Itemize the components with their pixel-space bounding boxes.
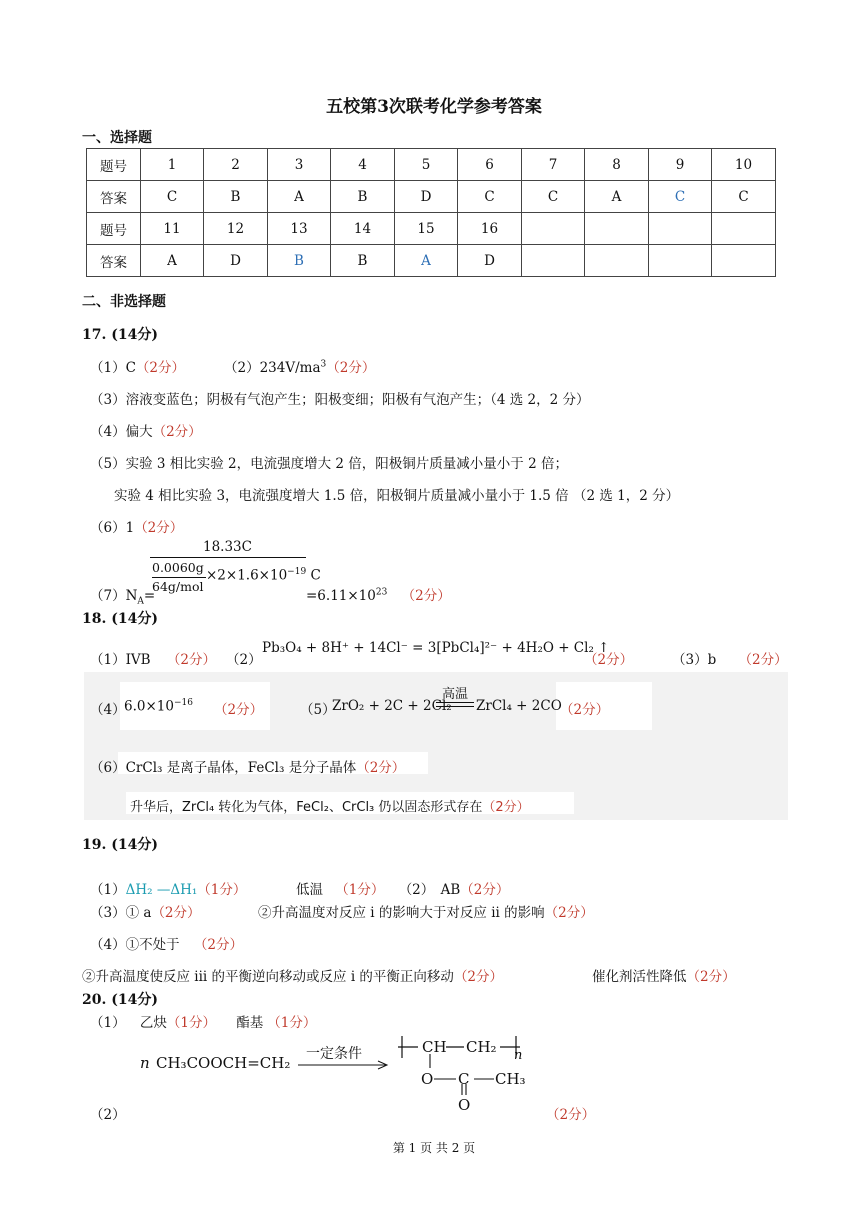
superscript: 3 [320, 359, 327, 370]
polymer-c: C [458, 1070, 470, 1088]
q17-line7 [90, 584, 155, 607]
score-label: （2分） [482, 800, 530, 815]
table-cell: 4 [331, 149, 395, 181]
score-label: （2分） [686, 969, 736, 985]
superscript: −19 [287, 567, 307, 577]
q19-line3b [258, 901, 594, 921]
answer-label: （1） [90, 882, 126, 898]
table-cell [649, 213, 712, 245]
q18-answer-4 [124, 698, 193, 715]
inner-denominator: 64g/mol [152, 579, 204, 594]
score-label: （1分） [335, 882, 385, 898]
fraction-bar [150, 557, 306, 558]
table-cell: 答案 [87, 245, 141, 277]
polymer-o2: O [458, 1096, 471, 1114]
reactant-coefficient: n [140, 1054, 150, 1072]
q19-line3 [90, 901, 201, 921]
table-cell: B [331, 245, 395, 277]
result-text: =6.11×10 [306, 588, 376, 604]
reaction-condition: 一定条件 [306, 1046, 362, 1062]
table-cell: 8 [585, 149, 649, 181]
unit-text: C [306, 567, 321, 584]
q17-answer-1: （1）C [90, 360, 136, 376]
q19-line4 [90, 933, 243, 953]
score-label: （1分） [197, 882, 247, 898]
q18-label-4: （4） [90, 702, 126, 718]
table-cell: A [585, 181, 649, 213]
table-cell [585, 213, 649, 245]
q17-answer-3: （3）溶液变蓝色；阴极有气泡产生；阳极变细；阳极有气泡产生；（4 选 2，2 分） [90, 392, 590, 408]
q17-line6 [90, 516, 183, 536]
score-label: （2分） [356, 760, 406, 776]
table-cell: 题号 [87, 149, 141, 181]
inner-fraction-bar [152, 577, 206, 578]
q20-label-2: （2） [90, 1107, 126, 1123]
table-row [87, 213, 776, 245]
answer-text: 催化剂活性降低 [592, 969, 687, 985]
polymer-ch2: CH₂ [466, 1038, 497, 1056]
answer-text: AB [440, 882, 461, 898]
answer-text: （3）① a [90, 905, 152, 921]
polymer-ch: CH [422, 1038, 447, 1056]
answer-text: （1）IVB [90, 652, 151, 668]
table-cell: D [458, 245, 522, 277]
table-cell [585, 245, 649, 277]
table-cell: 题号 [87, 213, 141, 245]
score-label: （2分） [401, 588, 451, 604]
table-cell [712, 213, 776, 245]
score-label: （2分） [214, 702, 264, 718]
table-cell: B [331, 181, 395, 213]
q18-heading: 18. (14分) [82, 611, 158, 627]
q18-line7 [130, 796, 530, 815]
q18-equation-2b: ZrCl₄ + 2CO [476, 698, 562, 714]
score-label: （2分） [546, 1107, 596, 1123]
page-title: 五校第3次联考化学参考答案 [326, 97, 542, 117]
score-label: （2分） [560, 702, 610, 718]
q19-heading: 19. (14分) [82, 837, 158, 853]
table-cell: 10 [712, 149, 776, 181]
q17-answer-6: （6）1 [90, 520, 135, 536]
q17-answer-2: （2）234V/ma [224, 360, 321, 376]
table-cell: 5 [395, 149, 458, 181]
table-cell: 9 [649, 149, 712, 181]
q19-line1 [90, 878, 246, 898]
subscript: A [137, 596, 144, 607]
superscript: −16 [173, 698, 193, 708]
equals-sign: = [143, 588, 156, 604]
fraction-text: ×2×1.6×10 [206, 567, 288, 584]
q17-result [306, 584, 451, 604]
fraction-rest [206, 567, 321, 584]
table-cell: C [522, 181, 585, 213]
table-cell: A [141, 245, 204, 277]
table-cell: 2 [204, 149, 268, 181]
fraction-numerator: 18.33C [203, 539, 252, 555]
reactant-formula: CH₃COOCH=CH₂ [156, 1054, 291, 1072]
table-cell [522, 245, 585, 277]
score-label: （2分） [151, 905, 201, 921]
answer-text: 乙炔 [139, 1015, 167, 1031]
score-label: （2分） [738, 652, 788, 668]
score-label: （2分） [460, 882, 510, 898]
table-cell: D [395, 181, 458, 213]
table-cell: 14 [331, 213, 395, 245]
q18-answer-3 [672, 648, 788, 668]
q20-heading: 20. (14分) [82, 992, 158, 1008]
table-cell: 6 [458, 149, 522, 181]
score-label: （2分） [584, 652, 634, 668]
table-cell [712, 245, 776, 277]
score-label: （2分） [152, 424, 202, 440]
q17-heading: 17. (14分) [82, 327, 158, 343]
answer-text: 升华后，ZrCl₄ 转化为气体，FeCl₂、CrCl₃ 仍以固态形式存在 [130, 800, 483, 815]
q19-line5 [82, 965, 503, 985]
answer-text: （4）①不处于 [90, 937, 180, 953]
score-label: （2分） [166, 652, 216, 668]
answer-label: （6） [90, 760, 126, 776]
polymer-ch3: CH₃ [495, 1070, 526, 1088]
table-row [87, 181, 776, 213]
q17-line2 [224, 356, 375, 376]
table-cell: 答案 [87, 181, 141, 213]
q17-answer-5: （5）实验 3 相比实验 2，电流强度增大 2 倍，阳极铜片质量减小量小于 2 倍； [90, 456, 568, 472]
answer-text: ②升高温度对反应 i 的影响大于对反应 ii 的影响 [258, 905, 545, 921]
answer-text: （3）b [672, 652, 717, 668]
table-cell: D [204, 245, 268, 277]
q17-answer-4: （4）偏大 [90, 424, 153, 440]
table-cell: C [649, 181, 712, 213]
reaction-condition: 高温 [442, 687, 469, 702]
q18-equation-1: Pb₃O₄ + 8H⁺ + 14Cl⁻ = 3[PbCl₄]²⁻ + 4H₂O + Cl₂ ↑ [262, 640, 610, 656]
table-cell: A [395, 245, 458, 277]
score-label: （1分） [267, 1015, 317, 1031]
table-cell: 15 [395, 213, 458, 245]
table-cell: 1 [141, 149, 204, 181]
q19-line5b [592, 965, 736, 985]
score-label: （2分） [134, 520, 184, 536]
table-cell: B [268, 245, 331, 277]
table-row [87, 149, 776, 181]
q18-answer-1 [90, 648, 216, 668]
superscript: 23 [375, 587, 388, 598]
answer-text: 酯基 [236, 1015, 264, 1031]
table-cell: 12 [204, 213, 268, 245]
section-choice-heading: 一、选择题 [82, 130, 152, 146]
table-cell: 13 [268, 213, 331, 245]
polymer-o: O [421, 1070, 434, 1088]
avogadro-label: （7）N [90, 588, 138, 604]
q19-line1b [296, 878, 509, 898]
table-cell: C [141, 181, 204, 213]
polymer-n: n [514, 1048, 523, 1063]
q20-line1 [90, 1011, 316, 1031]
q18-equation-2a: ZrO₂ + 2C + 2Cl₂ [332, 698, 452, 714]
answer-table [86, 148, 776, 277]
score-label: （1分） [166, 1015, 216, 1031]
answer-label: （1） [90, 1015, 126, 1031]
q17-line4 [90, 420, 202, 440]
score-label: （2分） [453, 969, 504, 985]
answer-text: 低温 [296, 882, 323, 898]
table-cell: 11 [141, 213, 204, 245]
q17-answer-5b: 实验 4 相比实验 3，电流强度增大 1.5 倍，阳极铜片质量减小量小于 1.5 倍 （2 选 1，2 分） [114, 488, 680, 504]
page-footer: 第 1 页 共 2 页 [392, 1141, 476, 1155]
score-label: （2分） [193, 937, 243, 953]
table-cell: 3 [268, 149, 331, 181]
table-cell: 16 [458, 213, 522, 245]
table-cell: A [268, 181, 331, 213]
answer-text: CrCl₃ 是离子晶体，FeCl₃ 是分子晶体 [125, 760, 357, 776]
q17-line1 [90, 356, 185, 376]
table-cell [649, 245, 712, 277]
score-label: （2分） [544, 905, 594, 921]
answer-label: （2） [398, 882, 435, 898]
table-cell: C [458, 181, 522, 213]
table-cell: B [204, 181, 268, 213]
section-nonchoice-heading: 二、非选择题 [82, 294, 166, 310]
inner-numerator: 0.0060g [152, 560, 204, 575]
reaction-arrow-icon [296, 1060, 392, 1070]
answer-text: ΔH₂ —ΔH₁ [125, 882, 198, 898]
q18-line6 [90, 756, 405, 776]
table-cell: C [712, 181, 776, 213]
answer-text: 6.0×10 [124, 698, 174, 715]
q18-label-5: （5） [300, 702, 336, 718]
score-label: （2分） [326, 360, 376, 376]
table-row [87, 245, 776, 277]
double-line-sign [436, 702, 474, 707]
table-cell [522, 213, 585, 245]
answer-text: ②升高温度使反应 iii 的平衡逆向移动或反应 i 的平衡正向移动 [82, 969, 454, 985]
q18-label-2: （2） [226, 652, 262, 668]
score-label: （2分） [135, 360, 186, 376]
table-cell: 7 [522, 149, 585, 181]
